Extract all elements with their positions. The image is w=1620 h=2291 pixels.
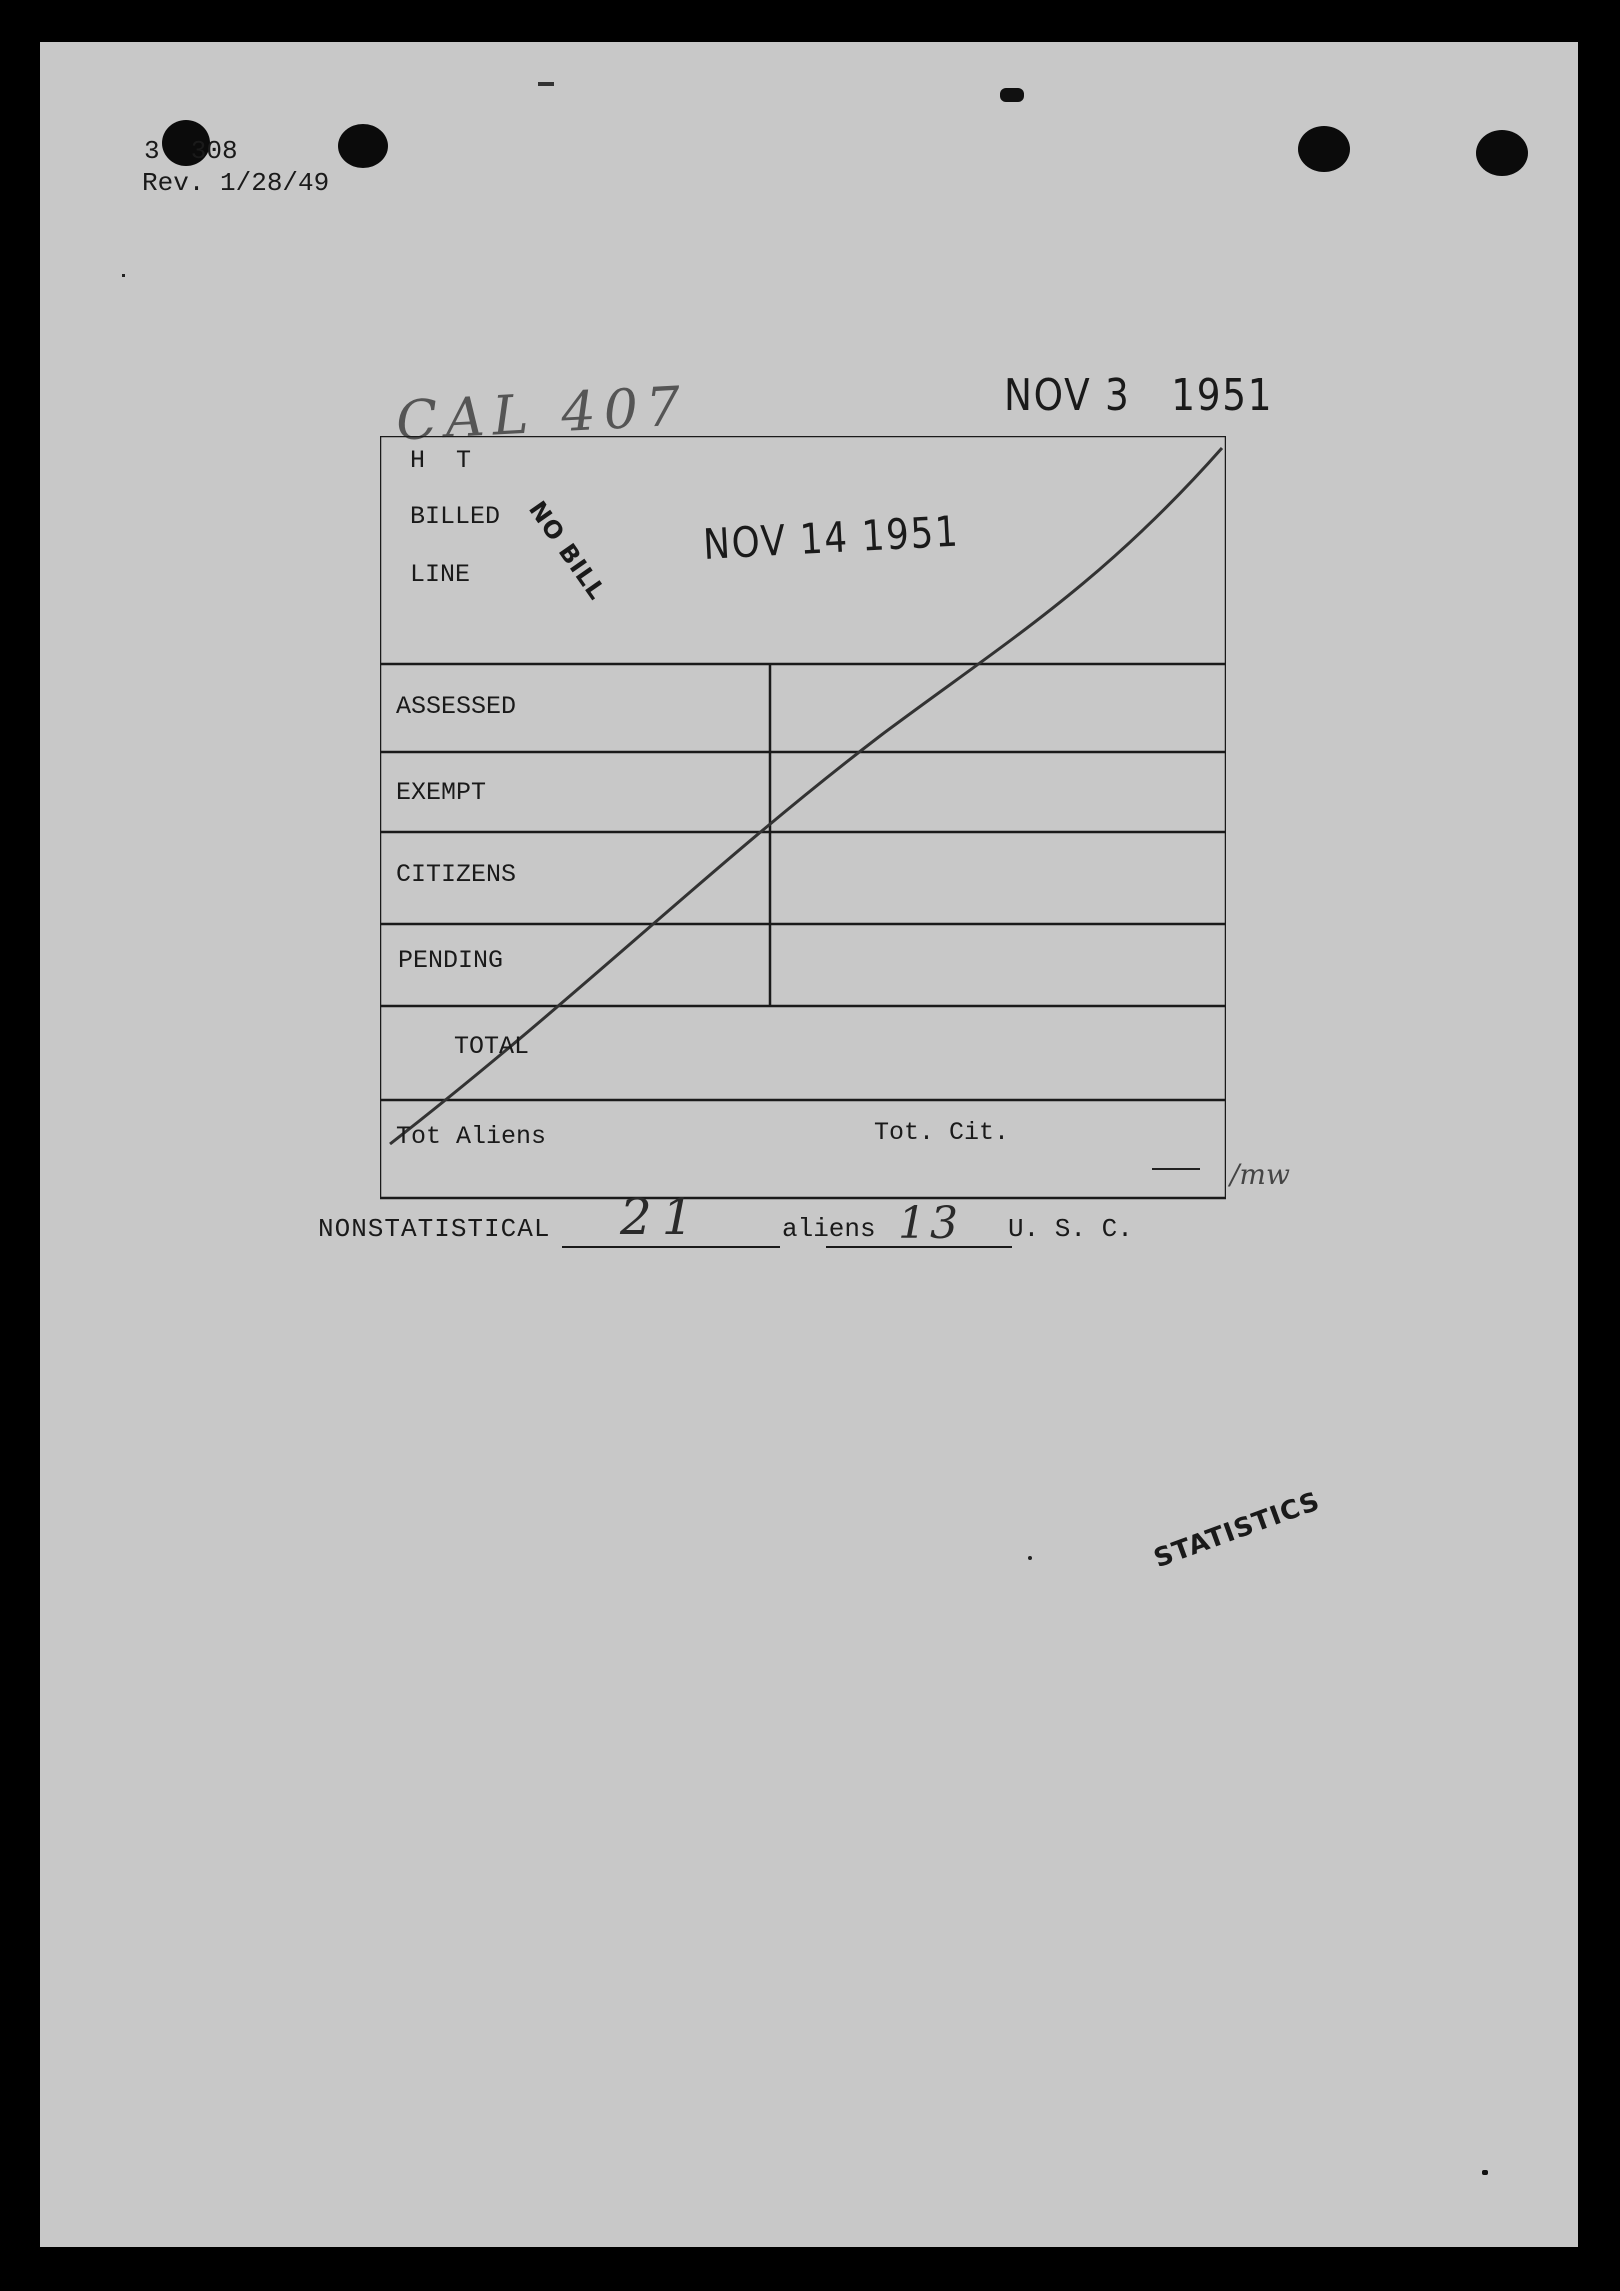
tally-form-table [380,436,1226,1200]
punch-hole [1298,126,1350,172]
aliens-count-handwritten: 21 [620,1188,704,1246]
statistics-stamp: STATISTICS [1150,1486,1325,1575]
initials-handwritten: /mw [1230,1158,1290,1191]
dash-mark [1152,1168,1200,1170]
case-reference-handwritten: CAL 407 [394,374,690,453]
ink-speck [1482,2170,1488,2175]
no-bill-stamp: NO BILL [523,496,612,606]
aliens-label: aliens [782,1214,876,1244]
tot-cit-label: Tot. Cit. [874,1118,1010,1147]
ink-speck [1028,1556,1032,1560]
row-label-pending: PENDING [398,946,504,975]
date-stamp-received: NOV 3 1951 [1004,370,1274,421]
document-page [40,42,1578,2247]
total-label: TOTAL [454,1032,530,1061]
revision-date: Rev. 1/28/49 [142,168,330,198]
aliens-count-underline [562,1246,780,1248]
row-label-exempt: EXEMPT [396,778,487,807]
date-stamp-billed: NOV 14 1951 [702,506,961,569]
tot-aliens-label: Tot Aliens [396,1122,547,1151]
form-number: 3 308 [144,136,238,166]
header-line-line: LINE [410,560,471,589]
usc-label: U. S. C. [1008,1214,1133,1244]
ink-speck [122,274,125,277]
row-label-citizens: CITIZENS [396,860,517,889]
header-line-ht: H T [410,446,480,475]
punch-hole [1476,130,1528,176]
row-label-assessed: ASSESSED [396,692,517,721]
usc-count-handwritten: 13 [898,1198,962,1249]
nonstatistical-label: NONSTATISTICAL [318,1214,551,1244]
ink-speck [1000,88,1024,102]
ink-speck [538,82,554,86]
punch-hole [338,124,388,168]
header-line-billed: BILLED [410,502,501,531]
